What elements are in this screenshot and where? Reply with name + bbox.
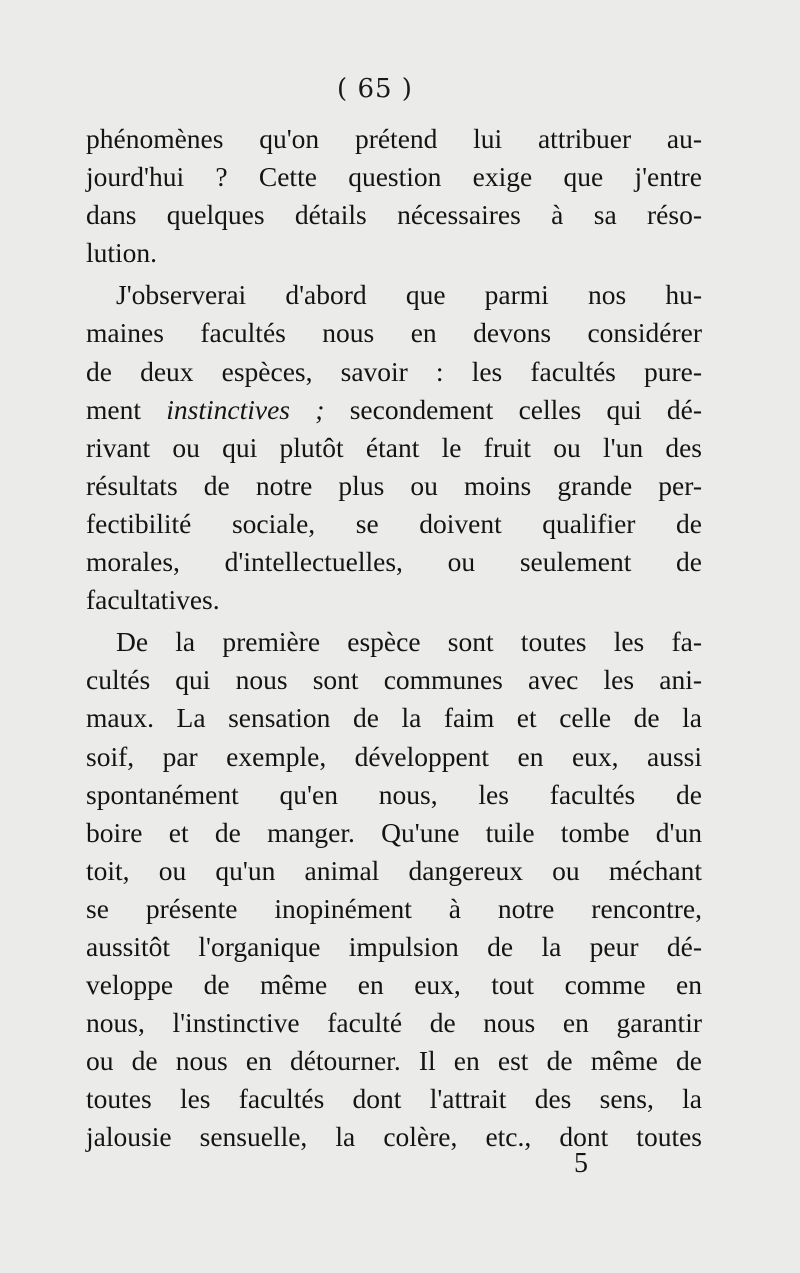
text-line: veloppe de même en eux, tout comme en [86, 969, 702, 1001]
text-line: cultés qui nous sont communes avec les ani- [86, 664, 702, 696]
italic-term: instinctives ; [166, 393, 325, 425]
text-line: maux. La sensation de la faim et celle de la [86, 702, 702, 734]
paragraph-2 [86, 276, 702, 619]
paragraph-3 [86, 623, 702, 1156]
text-segment: secondement celles qui dé- [324, 393, 702, 425]
text-line-mixed [86, 391, 702, 429]
text-line: jourd'hui ? Cette question exige que j'entre [86, 161, 702, 193]
text-line: J'observerai d'abord que parmi nos hu- [116, 279, 702, 311]
text-line: lution. [86, 237, 158, 269]
text-line: aussitôt l'organique impulsion de la peur dé- [86, 930, 702, 962]
text-line: facultatives. [86, 584, 220, 616]
paragraph-1 [86, 120, 702, 272]
text-line: morales, d'intellectuelles, ou seulement de [86, 546, 702, 578]
page-number: ( 65 ) [337, 74, 413, 104]
text-line: phénomènes qu'on prétend lui attribuer au- [86, 123, 702, 154]
text-line: se présente inopinément à notre rencontre, [86, 892, 702, 924]
text-line: dans quelques détails nécessaires à sa réso- [86, 199, 702, 231]
body-text [86, 120, 702, 1157]
text-line: fectibilité sociale, se doivent qualifier de [86, 507, 702, 539]
text-line: toutes les facultés dont l'attrait des sens, la [86, 1083, 702, 1115]
text-line: boire et de manger. Qu'une tuile tombe d'un [86, 816, 702, 848]
text-line: de deux espèces, savoir : les facultés pure- [86, 355, 702, 387]
text-line: ou de nous en détourner. Il en est de même de [86, 1045, 702, 1077]
text-line: rivant ou qui plutôt étant le fruit ou l'un des [86, 431, 702, 463]
text-line: soif, par exemple, développent en eux, aussi [86, 740, 702, 772]
text-segment: ment [86, 393, 167, 425]
signature-mark: 5 [574, 1148, 588, 1179]
text-line: nous, l'instinctive faculté de nous en garantir [86, 1007, 702, 1039]
text-line: toit, ou qu'un animal dangereux ou méchant [86, 854, 702, 886]
text-line: maines facultés nous en devons considérer [86, 317, 702, 349]
text-line: jalousie sensuelle, la colère, etc., dont toutes [86, 1121, 702, 1153]
text-line: De la première espèce sont toutes les fa- [116, 626, 702, 658]
text-line: spontanément qu'en nous, les facultés de [86, 778, 702, 810]
text-line: résultats de notre plus ou moins grande per- [86, 469, 702, 501]
